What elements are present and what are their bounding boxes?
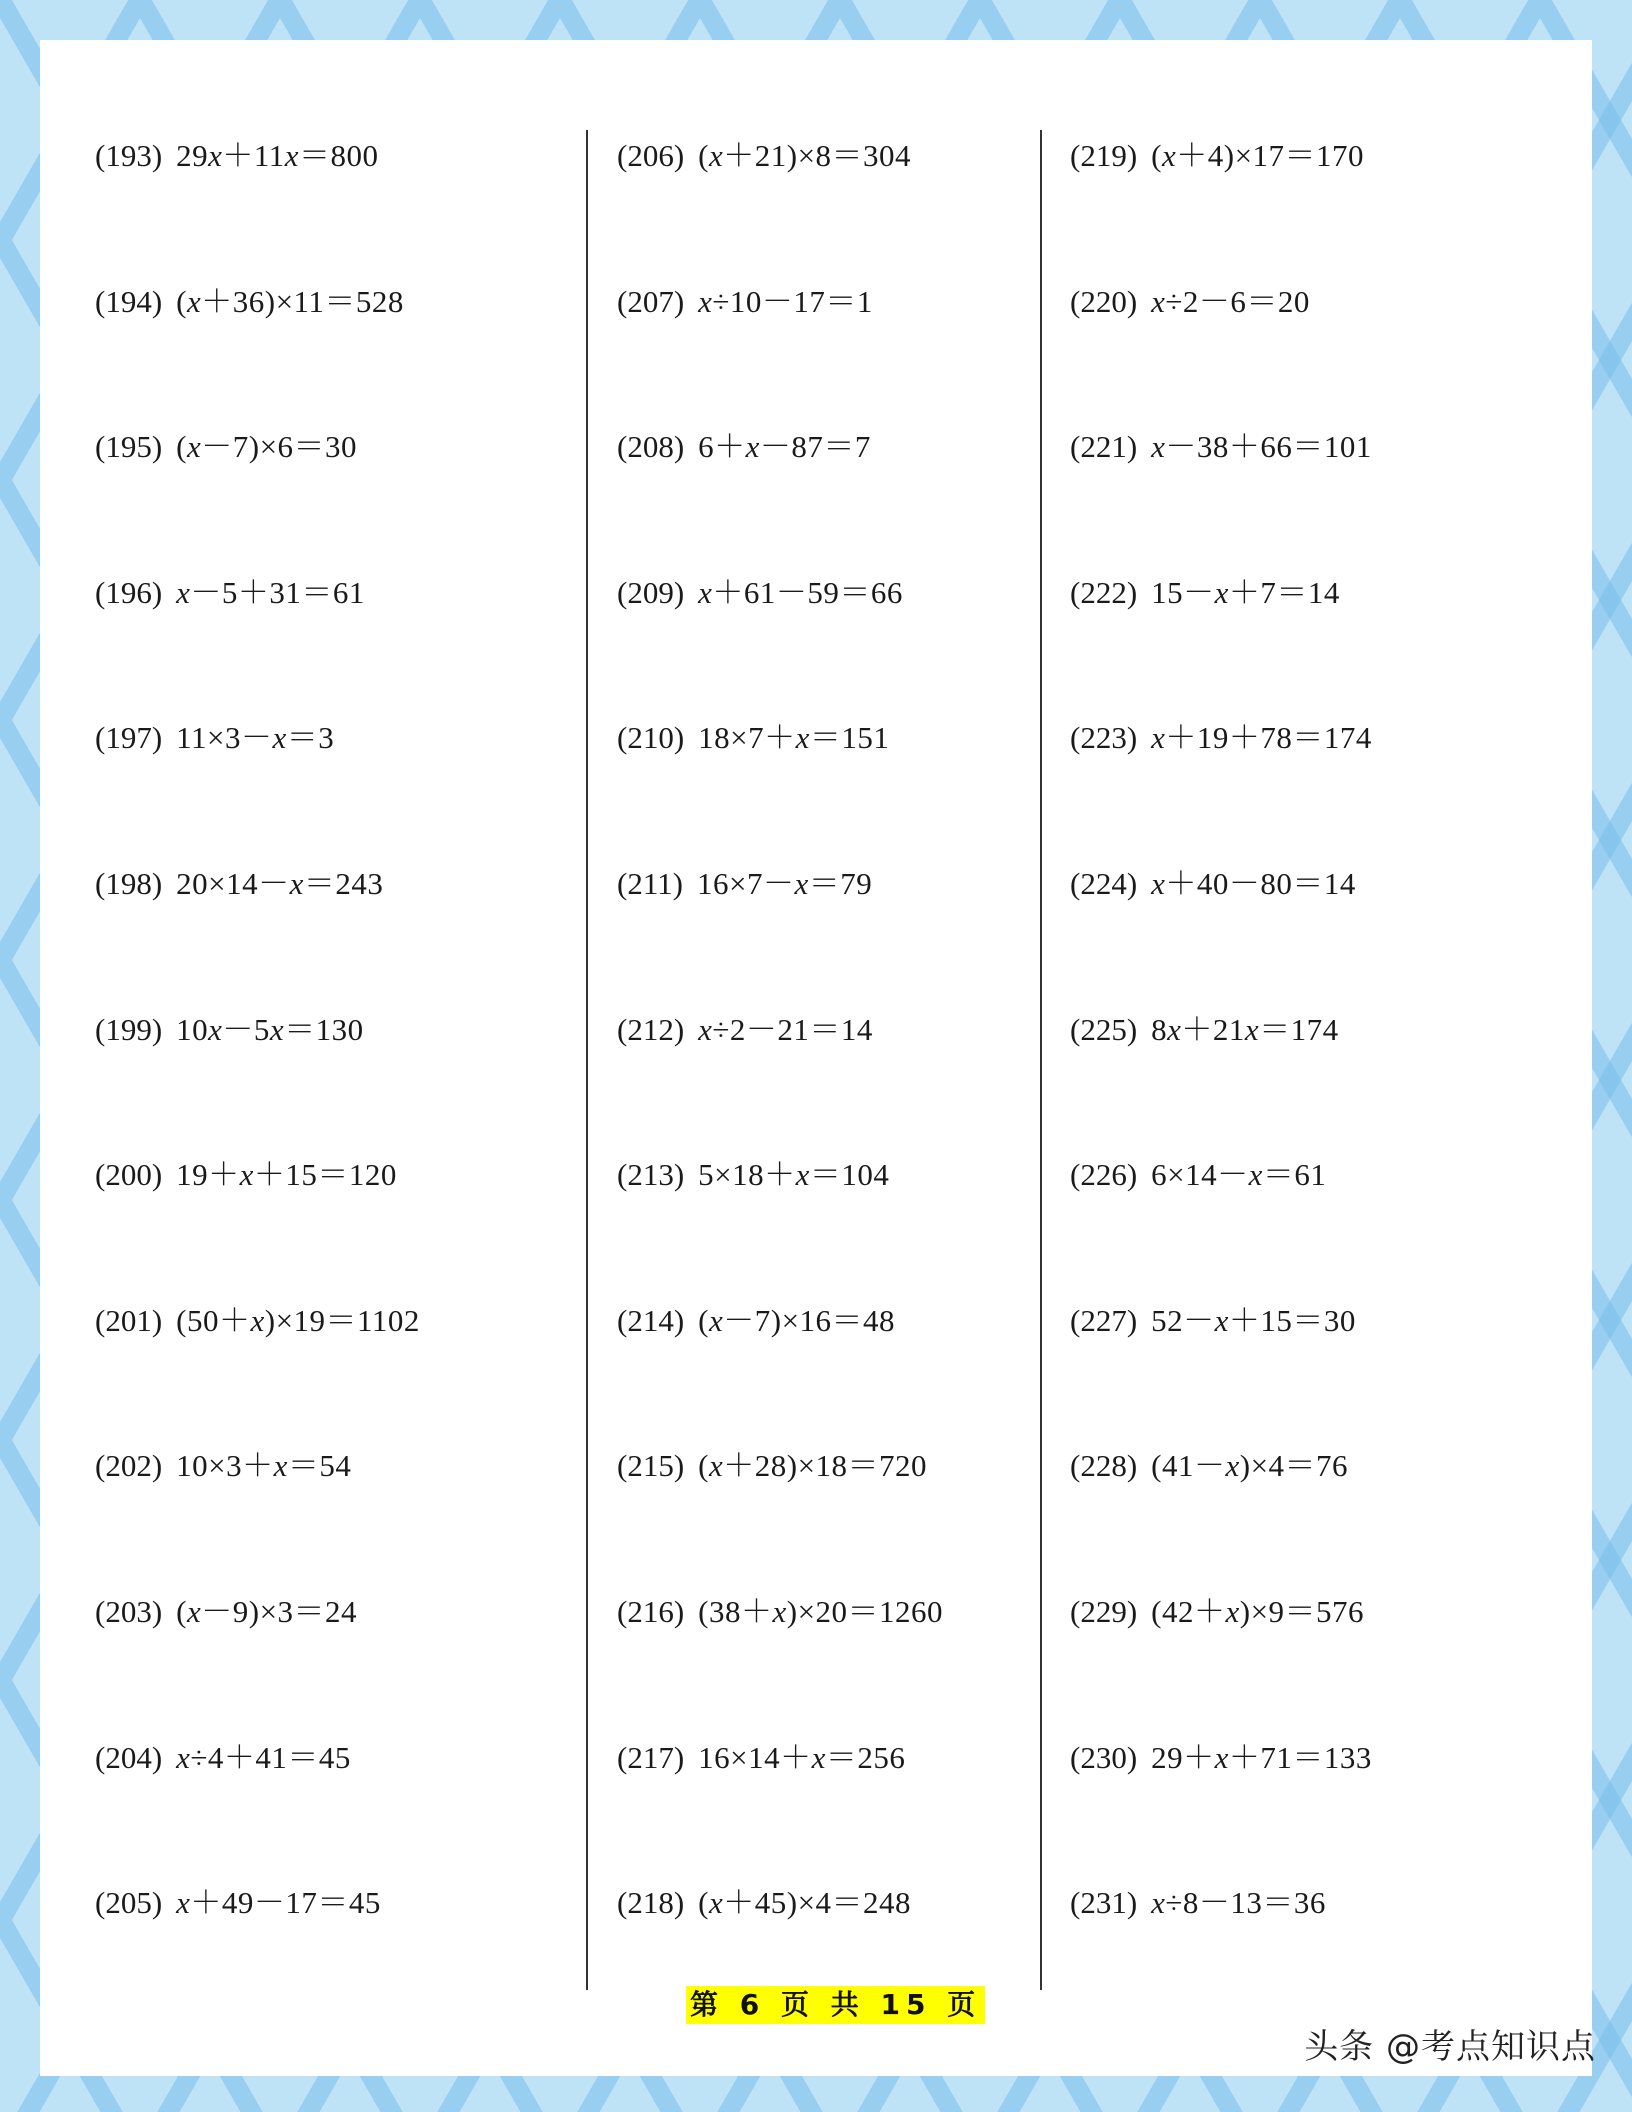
problem-column-3: [1070, 136, 1570, 2029]
equation: 8x＋21x＝174: [1151, 1011, 1339, 1047]
equation: 15－x＋7＝14: [1151, 574, 1340, 610]
problem-item: [95, 864, 595, 1010]
problem-item: [95, 136, 595, 282]
problem-number: (231): [1070, 1885, 1138, 1921]
problem-number: (228): [1070, 1448, 1138, 1484]
problem-number: (211): [617, 865, 683, 901]
problem-item: [617, 1592, 1117, 1738]
problem-number: (212): [617, 1011, 685, 1047]
column-divider: [586, 130, 588, 1990]
problem-number: (215): [617, 1448, 685, 1484]
equation: x－5＋31＝61: [176, 574, 365, 610]
problem-item: [617, 136, 1117, 282]
problem-number: (207): [617, 283, 685, 319]
problem-item: [1070, 136, 1570, 282]
equation: 18×7＋x＝151: [698, 720, 890, 756]
equation: (x－9)×3＝24: [176, 1593, 358, 1629]
equation: x÷2－6＝20: [1151, 283, 1310, 319]
worksheet-page: [40, 40, 1592, 2076]
problem-item: [95, 282, 595, 428]
problem-item: [1070, 1738, 1570, 1884]
problem-number: (218): [617, 1885, 685, 1921]
problem-item: [617, 864, 1117, 1010]
problem-number: (198): [95, 865, 163, 901]
problem-item: [95, 1446, 595, 1592]
problem-number: (206): [617, 138, 685, 173]
equation: (x＋45)×4＝248: [698, 1885, 912, 1921]
problem-number: (208): [617, 429, 685, 465]
equation: 10×3＋x＝54: [176, 1448, 352, 1484]
problem-item: [95, 1592, 595, 1738]
problem-item: [95, 718, 595, 864]
problem-item: [95, 1738, 595, 1884]
problem-item: [1070, 573, 1570, 719]
equation: (42＋x)×9＝576: [1151, 1593, 1365, 1629]
problem-item: [617, 1010, 1117, 1156]
equation: 29x＋11x＝800: [176, 138, 379, 173]
equation: x÷2－21＝14: [698, 1011, 873, 1047]
equation: x÷8－13＝36: [1151, 1885, 1326, 1921]
problem-number: (197): [95, 720, 163, 756]
equation: (x＋4)×17＝170: [1151, 138, 1365, 173]
problem-number: (221): [1070, 429, 1138, 465]
equation: (41－x)×4＝76: [1151, 1448, 1349, 1484]
problem-item: [1070, 1592, 1570, 1738]
equation: x＋40－80＝14: [1151, 865, 1356, 901]
problem-number: (216): [617, 1593, 685, 1629]
problem-number: (195): [95, 429, 163, 465]
equation: (x＋36)×11＝528: [176, 283, 404, 319]
equation: 5×18＋x＝104: [698, 1157, 890, 1193]
problem-number: (205): [95, 1885, 163, 1921]
page-number-footer: 第 6 页 共 15 页: [686, 1986, 985, 2024]
watermark: 头条 @考点知识点: [1304, 2027, 1596, 2067]
problem-number: (219): [1070, 138, 1138, 173]
equation: x＋19＋78＝174: [1151, 720, 1372, 756]
equation: 19＋x＋15＝120: [176, 1157, 397, 1193]
equation: x＋49－17＝45: [176, 1885, 381, 1921]
problem-item: [1070, 1446, 1570, 1592]
problem-number: (213): [617, 1157, 685, 1193]
equation: (x＋21)×8＝304: [698, 138, 912, 173]
problem-number: (222): [1070, 574, 1138, 610]
problem-number: (220): [1070, 283, 1138, 319]
problem-number: (224): [1070, 865, 1138, 901]
equation: 6×14－x＝61: [1151, 1157, 1327, 1193]
problem-number: (226): [1070, 1157, 1138, 1193]
problem-item: [617, 1155, 1117, 1301]
problem-item: [1070, 864, 1570, 1010]
problem-item: [617, 1301, 1117, 1447]
problem-item: [95, 573, 595, 719]
problem-item: [617, 282, 1117, 428]
problem-number: (201): [95, 1302, 163, 1338]
equation: 52－x＋15＝30: [1151, 1302, 1356, 1338]
problem-item: [95, 1301, 595, 1447]
equation: x＋61－59＝66: [698, 574, 903, 610]
problem-item: [95, 1883, 595, 2029]
equation: 29＋x＋71＝133: [1151, 1739, 1372, 1775]
problem-item: [617, 1446, 1117, 1592]
problem-item: [1070, 1883, 1570, 2029]
equation: 16×14＋x＝256: [698, 1739, 906, 1775]
problem-item: [617, 427, 1117, 573]
problem-number: (230): [1070, 1739, 1138, 1775]
equation: (x＋28)×18＝720: [698, 1448, 928, 1484]
problem-column-1: [95, 136, 595, 2029]
problem-number: (200): [95, 1157, 163, 1193]
equation: (50＋x)×19＝1102: [176, 1302, 420, 1338]
problem-number: (196): [95, 574, 163, 610]
problem-number: (217): [617, 1739, 685, 1775]
equation: 16×7－x＝79: [697, 865, 873, 901]
problem-item: [1070, 1301, 1570, 1447]
problem-column-2: [617, 136, 1117, 2029]
equation: x－38＋66＝101: [1151, 429, 1372, 465]
equation: (x－7)×16＝48: [698, 1302, 896, 1338]
equation: 20×14－x＝243: [176, 865, 384, 901]
problem-item: [1070, 282, 1570, 428]
problem-number: (214): [617, 1302, 685, 1338]
problem-item: [95, 1010, 595, 1156]
problem-number: (199): [95, 1011, 163, 1047]
problem-number: (193): [95, 138, 163, 173]
problem-number: (225): [1070, 1011, 1138, 1047]
problem-number: (194): [95, 283, 163, 319]
problem-item: [617, 718, 1117, 864]
equation: 11×3－x＝3: [176, 720, 335, 756]
problem-item: [1070, 1155, 1570, 1301]
problem-number: (204): [95, 1739, 163, 1775]
problem-number: (229): [1070, 1593, 1138, 1629]
problem-item: [1070, 1010, 1570, 1156]
problem-number: (210): [617, 720, 685, 756]
problem-number: (202): [95, 1448, 163, 1484]
problem-item: [617, 573, 1117, 719]
column-divider: [1040, 130, 1042, 1990]
equation: x÷10－17＝1: [698, 283, 873, 319]
problem-number: (223): [1070, 720, 1138, 756]
equation: 10x－5x＝130: [176, 1011, 364, 1047]
problem-number: (209): [617, 574, 685, 610]
equation: 6＋x－87＝7: [698, 429, 871, 465]
problem-item: [617, 1738, 1117, 1884]
problem-number: (203): [95, 1593, 163, 1629]
problem-item: [95, 427, 595, 573]
equation: x÷4＋41＝45: [176, 1739, 351, 1775]
equation: (38＋x)×20＝1260: [698, 1593, 944, 1629]
problem-item: [1070, 427, 1570, 573]
problem-item: [95, 1155, 595, 1301]
problem-item: [1070, 718, 1570, 864]
equation: (x－7)×6＝30: [176, 429, 358, 465]
problem-number: (227): [1070, 1302, 1138, 1338]
